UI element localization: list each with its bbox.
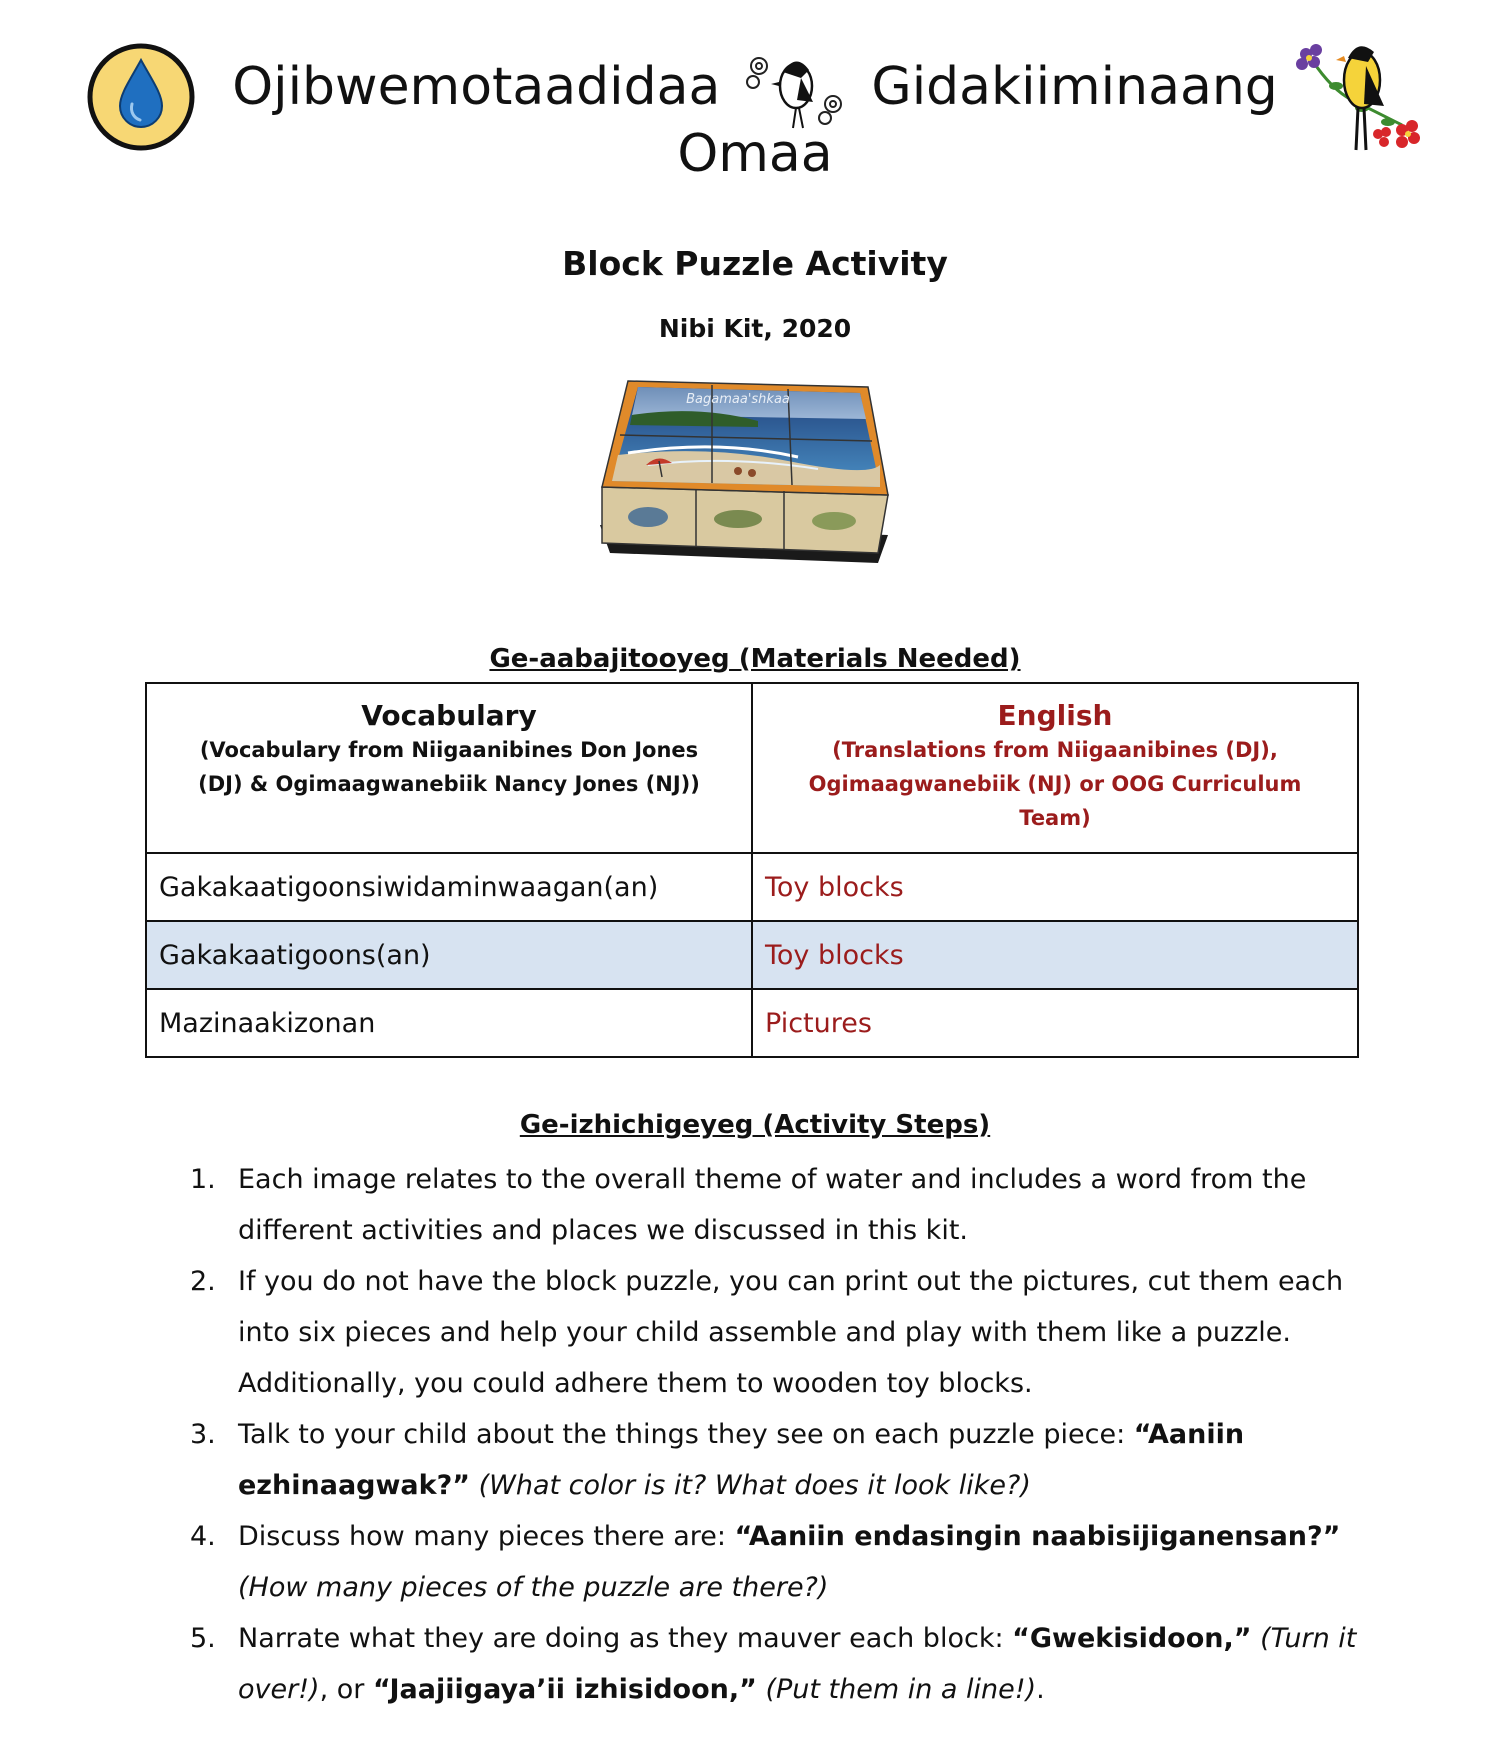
vocabulary-column-note: (Vocabulary from Niigaanibines Don Jones (DJ) & Ogimaagwanebiik Nancy Jones (NJ)) xyxy=(198,738,700,796)
page-header xyxy=(0,0,1510,200)
step-number: 4. xyxy=(190,1521,216,1552)
step-text: Each image relates to the overall theme of water and includes a word from the different activities and places we discussed in this kit. xyxy=(238,1164,1307,1246)
vocabulary-column-title: Vocabulary xyxy=(361,699,537,732)
vocabulary-table xyxy=(145,682,1359,1058)
activity-steps-heading: Ge-izhichigeyeg (Activity Steps) xyxy=(519,1110,991,1140)
table-row xyxy=(146,921,1358,989)
header-title-line1 xyxy=(0,42,1510,132)
document-subtitle: Nibi Kit, 2020 xyxy=(658,314,852,343)
document-title: Block Puzzle Activity xyxy=(562,244,948,283)
list-item xyxy=(190,1256,1370,1409)
step-text: . xyxy=(1036,1674,1045,1705)
goldfinch-flowers-icon xyxy=(1292,30,1432,155)
vocabulary-column-header xyxy=(146,683,752,853)
list-item xyxy=(190,1154,1370,1256)
list-item xyxy=(190,1409,1370,1511)
header-title-right: Gidakiiminaang xyxy=(871,57,1278,117)
english-column-note: (Translations from Niigaanibines (DJ), Ogimaagwanebiik (NJ) or OOG Curriculum Team) xyxy=(808,738,1302,830)
vocab-english: Pictures xyxy=(752,989,1358,1057)
table-row xyxy=(146,853,1358,921)
step-number: 2. xyxy=(190,1266,216,1297)
step-number: 5. xyxy=(190,1623,216,1654)
vocab-word: Gakakaatigoonsiwidaminwaagan(an) xyxy=(146,853,752,921)
step-text: Talk to your child about the things they see on each puzzle piece: xyxy=(238,1419,1134,1450)
step-ojibwe-phrase: “Aaniin endasingin naabisijiganensan?” xyxy=(734,1521,1341,1552)
step-translation: (What color is it? What does it look like?) xyxy=(470,1470,1031,1501)
step-number: 1. xyxy=(190,1164,216,1195)
step-text: , or xyxy=(319,1674,373,1705)
vocab-english: Toy blocks xyxy=(752,853,1358,921)
block-puzzle-photo xyxy=(588,375,898,575)
step-ojibwe-phrase: “Jaajiigaya’ii izhisidoon,” xyxy=(372,1674,757,1705)
list-item xyxy=(190,1511,1370,1613)
step-ojibwe-phrase: “Aaniin ezhinaagwak?” xyxy=(238,1419,1245,1501)
step-ojibwe-phrase: “Gwekisidoon,” xyxy=(1012,1623,1252,1654)
table-header-row xyxy=(146,683,1358,853)
vocab-word: Gakakaatigoons(an) xyxy=(146,921,752,989)
step-text: Narrate what they are doing as they mauver each block: xyxy=(238,1623,1013,1654)
step-number: 3. xyxy=(190,1419,216,1450)
step-translation: (Put them in a line!) xyxy=(756,1674,1037,1705)
step-translation: (Turn it over!) xyxy=(238,1623,1357,1705)
header-title-line2: Omaa xyxy=(677,124,833,184)
puzzle-caption: Bagamaa'shkaa xyxy=(686,392,790,407)
chickadee-icon xyxy=(741,42,851,132)
english-column-title: English xyxy=(997,699,1113,732)
header-title-left: Ojibwemotaadidaa xyxy=(232,57,721,117)
table-row xyxy=(146,989,1358,1057)
step-text: If you do not have the block puzzle, you can print out the pictures, cut them each into six pieces and help your child assemble and play with them like a puzzle. Additionally, you could adhere them to wooden toy blocks. xyxy=(238,1266,1344,1399)
english-column-header xyxy=(752,683,1358,853)
activity-steps-list xyxy=(190,1154,1370,1715)
vocab-word: Mazinaakizonan xyxy=(146,989,752,1057)
materials-heading: Ge-aabajitooyeg (Materials Needed) xyxy=(489,644,1021,674)
step-text: Discuss how many pieces there are: xyxy=(238,1521,735,1552)
step-translation: (How many pieces of the puzzle are there?) xyxy=(238,1572,829,1603)
vocab-english: Toy blocks xyxy=(752,921,1358,989)
list-item xyxy=(190,1613,1370,1715)
